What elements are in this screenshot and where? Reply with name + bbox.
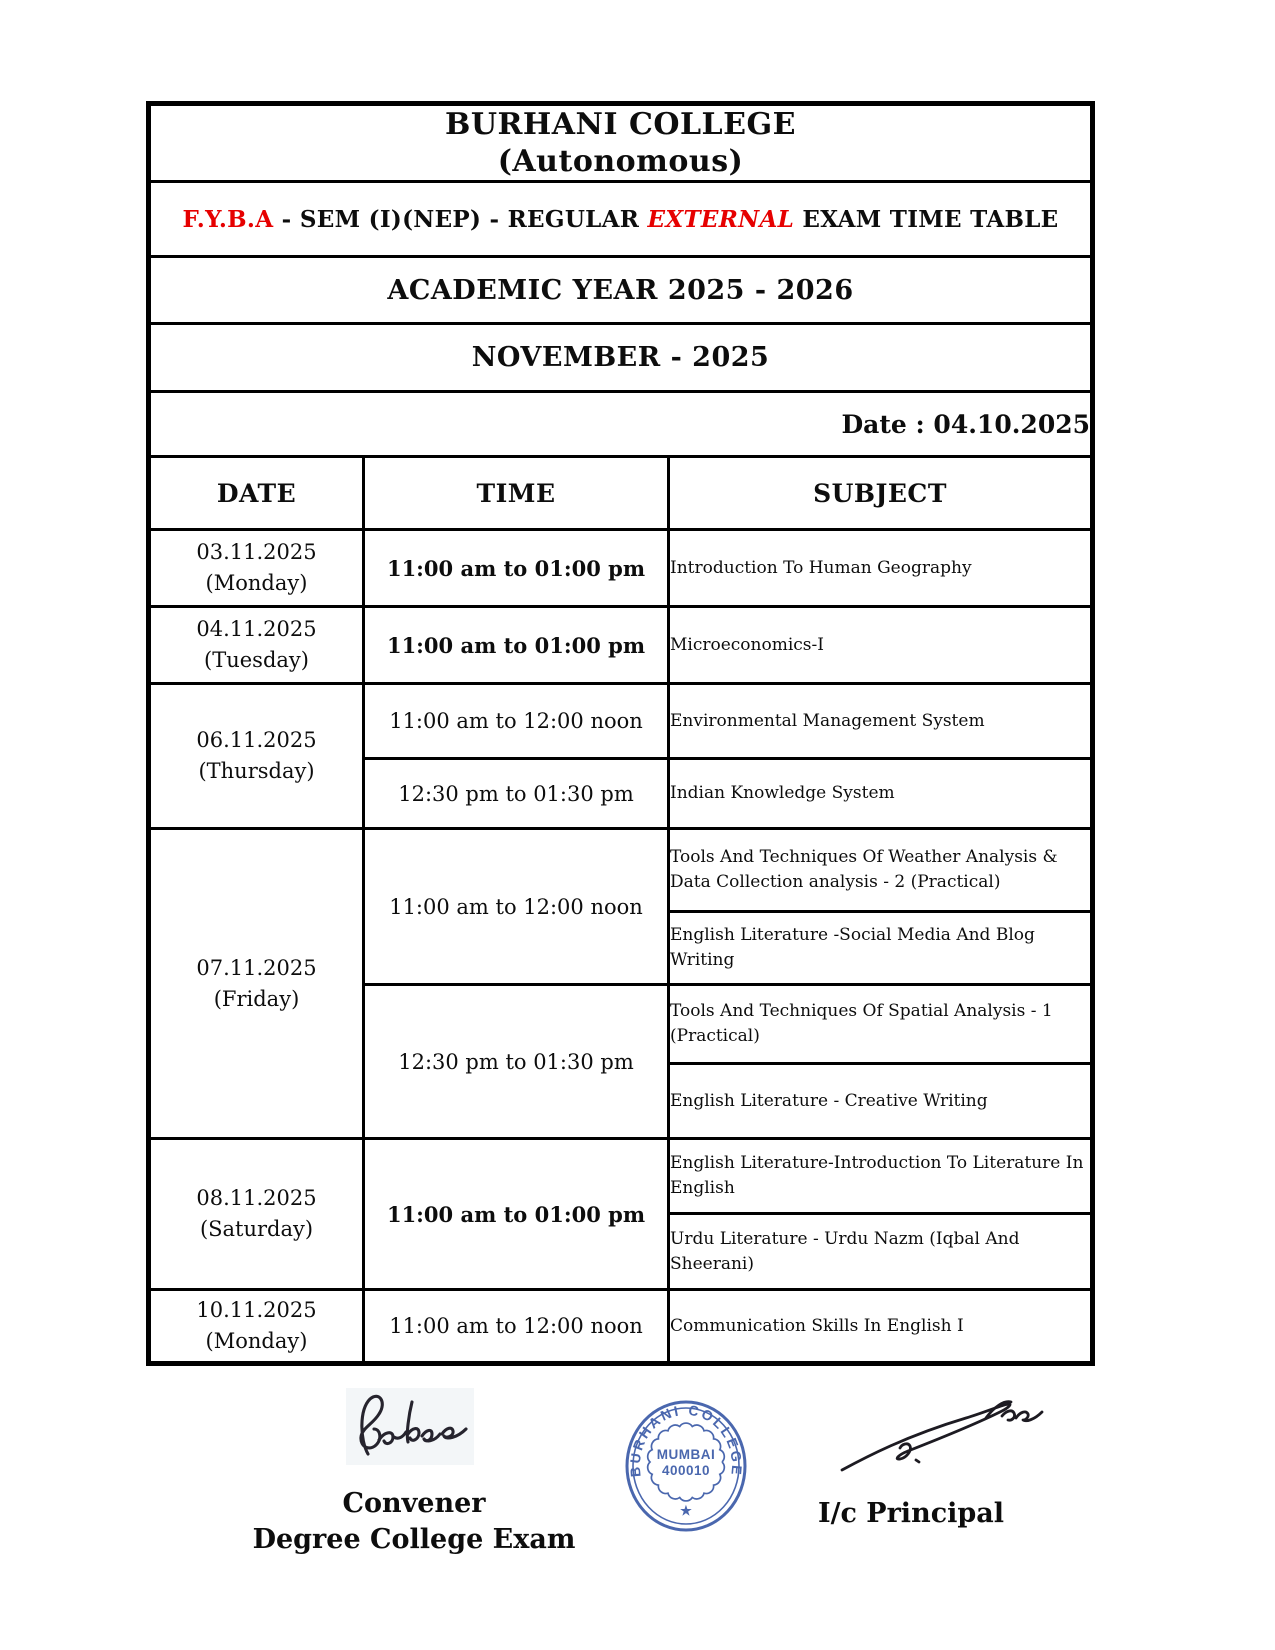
exam-time: 11:00 am to 12:00 noon [364, 829, 669, 985]
signature-background [346, 1388, 474, 1465]
exam-date: 03.11.2025 (Monday) [149, 530, 364, 607]
convener-title: Convener [342, 1488, 486, 1519]
exam-subject: Introduction To Human Geography [669, 530, 1093, 607]
exam-date: 10.11.2025 (Monday) [149, 1290, 364, 1364]
exam-time: 11:00 am to 12:00 noon [364, 684, 669, 759]
academic-year-row [149, 257, 1093, 324]
column-header-row [149, 457, 1093, 530]
exam-subject: Communication Skills In English I [669, 1290, 1093, 1364]
exam-date: 04.11.2025 (Tuesday) [149, 607, 364, 684]
month-row [149, 324, 1093, 392]
exam-title-tail: EXAM TIME TABLE [794, 205, 1059, 233]
stamp-pincode: 400010 [661, 1463, 711, 1478]
exam-subject: English Literature -Social Media And Blog Writing [669, 912, 1093, 985]
exam-subject: Environmental Management System [669, 684, 1093, 759]
exam-time: 11:00 am to 12:00 noon [364, 1290, 669, 1364]
exam-month: NOVEMBER - 2025 [149, 324, 1093, 392]
column-header-date: DATE [149, 457, 364, 530]
college-stamp [622, 1400, 750, 1534]
exam-time: 12:30 pm to 01:30 pm [364, 759, 669, 829]
table-row [149, 1139, 1093, 1214]
issue-date-row [149, 392, 1093, 457]
program-name: F.Y.B.A [182, 205, 274, 233]
exam-date: 08.11.2025 (Saturday) [149, 1139, 364, 1290]
convener-subtitle: Degree College Exam [252, 1524, 576, 1555]
exam-time: 11:00 am to 01:00 pm [364, 530, 669, 607]
convener-label [248, 1486, 580, 1558]
exam-time: 11:00 am to 01:00 pm [364, 1139, 669, 1290]
stamp-city: MUMBAI [656, 1447, 716, 1462]
timetable [146, 101, 1095, 1366]
exam-time: 11:00 am to 01:00 pm [364, 607, 669, 684]
exam-subject: English Literature-Introduction To Literature In English [669, 1139, 1093, 1214]
exam-subject: Tools And Techniques Of Spatial Analysis - 1 (Practical) [669, 985, 1093, 1064]
table-row [149, 1290, 1093, 1364]
exam-time: 12:30 pm to 01:30 pm [364, 985, 669, 1139]
table-row [149, 684, 1093, 759]
exam-subject: Urdu Literature - Urdu Nazm (Iqbal And Sheerani) [669, 1214, 1093, 1290]
academic-year: ACADEMIC YEAR 2025 - 2026 [149, 257, 1093, 324]
exam-title-row [149, 182, 1093, 257]
exam-subject: Microeconomics-I [669, 607, 1093, 684]
convener-signature [346, 1388, 474, 1465]
principal-signature [836, 1394, 1048, 1482]
college-autonomous: (Autonomous) [497, 144, 744, 179]
column-header-subject: SUBJECT [669, 457, 1093, 530]
exam-date: 06.11.2025 (Thursday) [149, 684, 364, 829]
exam-subject: Tools And Techniques Of Weather Analysis & Data Collection analysis - 2 (Practical) [669, 829, 1093, 912]
table-row [149, 829, 1093, 912]
college-name: BURHANI COLLEGE [444, 107, 797, 142]
column-header-time: TIME [364, 457, 669, 530]
exam-subject: English Literature - Creative Writing [669, 1064, 1093, 1139]
table-row [149, 530, 1093, 607]
issue-date: Date : 04.10.2025 [149, 392, 1093, 457]
principal-label: I/c Principal [817, 1498, 1005, 1529]
stamp-ring-text: BURHANI COLLEGE [626, 1401, 746, 1478]
exam-title [149, 182, 1093, 257]
exam-subject: Indian Knowledge System [669, 759, 1093, 829]
stamp-star-icon: ★ [680, 1503, 692, 1518]
exam-title-middle: - SEM (I)(NEP) - REGULAR [273, 205, 648, 233]
external-label: EXTERNAL [647, 205, 795, 233]
stamp-scallop-border [648, 1423, 725, 1501]
college-header-row [149, 104, 1093, 182]
exam-date: 07.11.2025 (Friday) [149, 829, 364, 1139]
table-row [149, 607, 1093, 684]
